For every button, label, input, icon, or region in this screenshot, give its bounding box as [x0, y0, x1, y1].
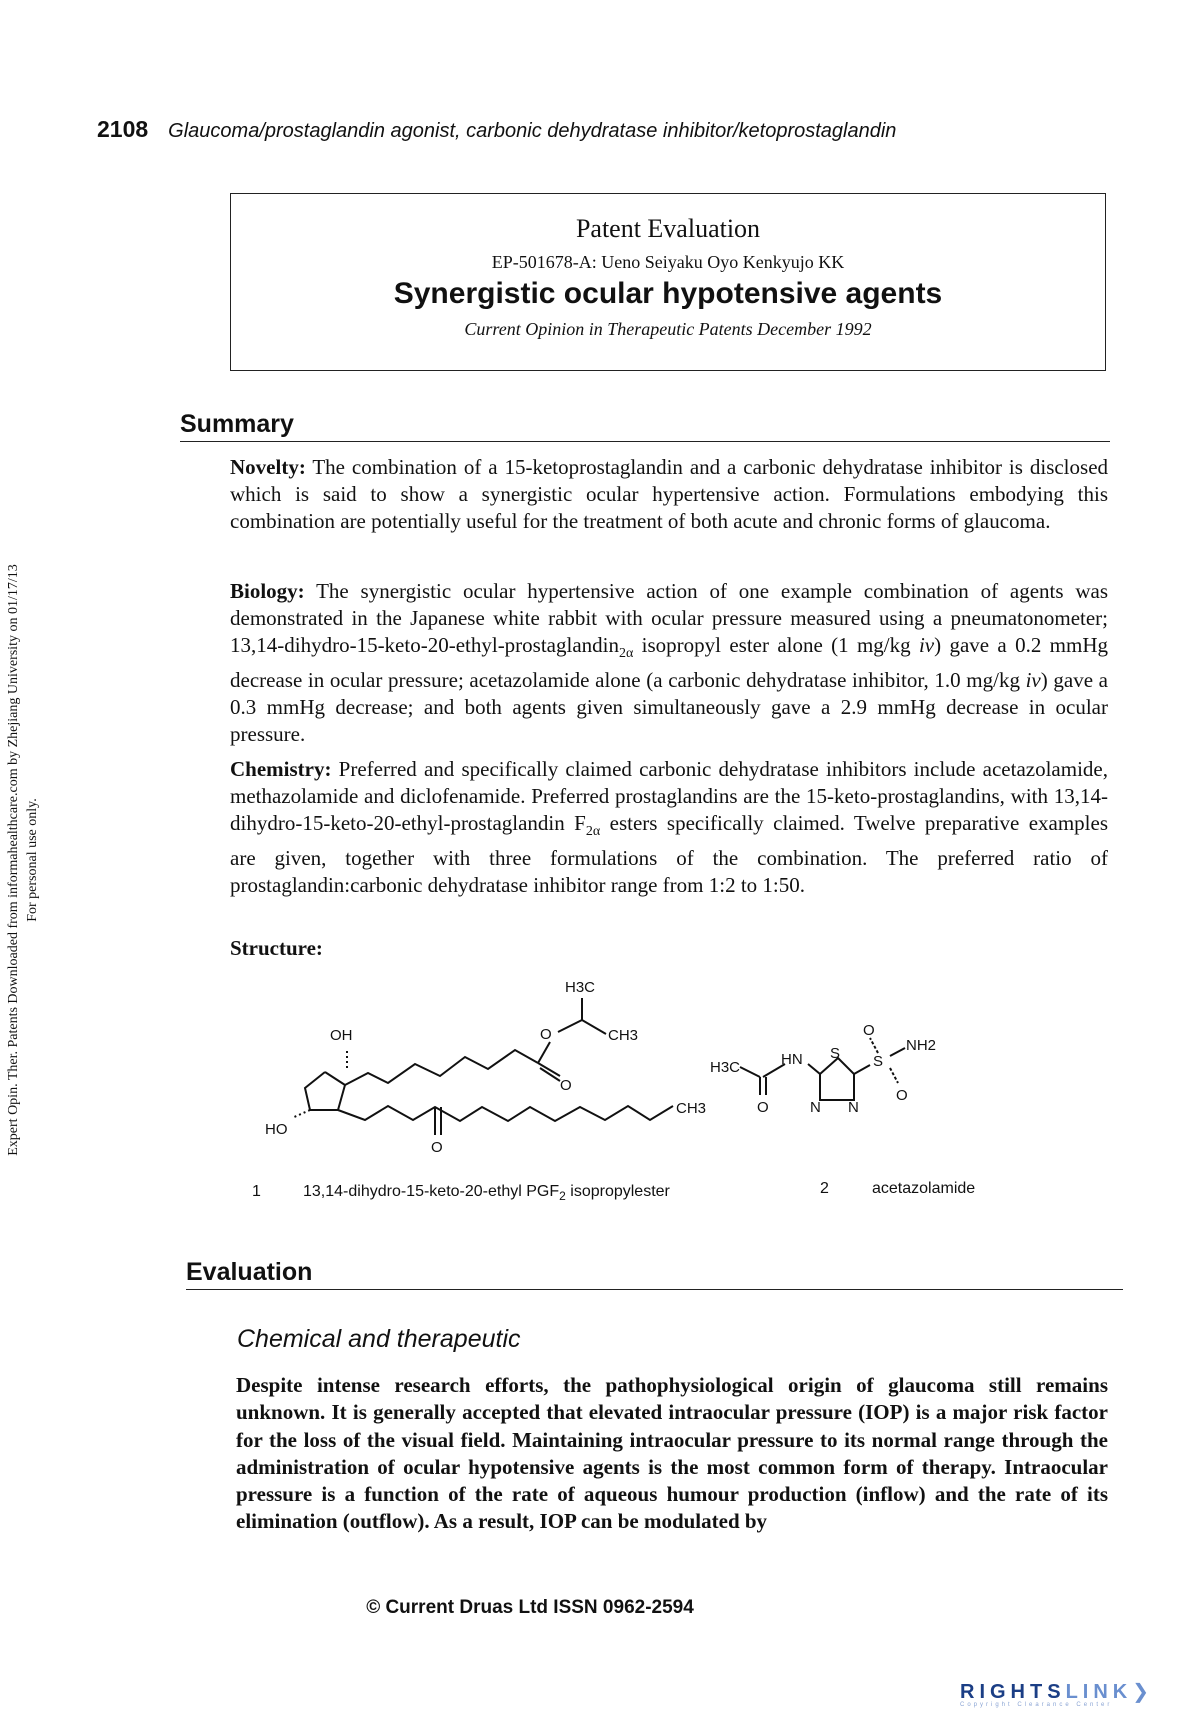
page-number: 2108 — [97, 116, 149, 142]
structure-1-name: 13,14-dihydro-15-keto-20-ethyl PGF — [303, 1183, 560, 1200]
patent-kind: Patent Evaluation — [575, 214, 761, 243]
atom-ho: HO — [265, 1121, 288, 1138]
rightslink-logo[interactable] — [960, 1679, 1170, 1709]
biology-text-4: ) gave a 0.3 mmHg decrease; and both agents given simultaneously gave a 2.9 mmHg decrease in ocular pressure. — [230, 668, 1108, 747]
rightslink-word — [960, 1679, 1170, 1704]
rightslink-arrow-icon: ❯ — [1132, 1681, 1154, 1703]
summary-heading: Summary — [180, 410, 294, 438]
chemical-structures — [230, 960, 1110, 1210]
biology-text-2: isopropyl ester alone (1 mg/kg — [633, 633, 919, 657]
running-title: Glaucoma/prostaglandin agonist, carbonic dehydratase inhibitor/ketoprostaglandin — [168, 120, 897, 142]
atom-n-1: N — [810, 1099, 821, 1116]
running-header — [97, 116, 1107, 143]
atom-o-ester: O — [540, 1026, 552, 1043]
biology-iv-1: iv — [918, 633, 935, 657]
patent-title: Synergistic ocular hypotensive agents — [393, 277, 943, 310]
evaluation-heading: Evaluation — [186, 1258, 313, 1286]
structure-1-suffix: isopropylester — [565, 1183, 670, 1200]
structure-2-caption: acetazolamide — [872, 1180, 976, 1197]
biology-label: Biology: — [230, 579, 305, 603]
atom-s-sulfonyl: S — [873, 1053, 884, 1070]
atom-ch3-chain: CH3 — [676, 1100, 707, 1117]
atom-o-carbonyl: O — [560, 1077, 572, 1094]
atom-hn: HN — [781, 1051, 803, 1068]
structure-label: Structure: — [230, 936, 323, 960]
structure-1-caption — [303, 1183, 670, 1203]
summary-rule — [180, 441, 1110, 442]
rightslink-word-a: RIGHTS — [960, 1681, 1066, 1703]
rightslink-subtitle: Copyright Clearance Center — [960, 1702, 1113, 1708]
chemistry-text-1: Preferred and specifically claimed carbonic dehydratase inhibitors include acetazolamide, methazolamide and diclofenamide. Preferred prostaglandins are the 15-keto-prostaglandins, with 13,14-dihydro-15-keto-20-ethyl-prostaglandin F — [230, 757, 1108, 835]
atom-o-sulfonyl-1: O — [863, 1022, 875, 1039]
atom-o-ketone: O — [431, 1139, 443, 1156]
patent-id: EP-501678-A: Ueno Seiyaku Oyo Kenkyujo KK — [491, 252, 845, 272]
biology-subscript: 2α — [619, 646, 634, 662]
atom-o-amide: O — [757, 1099, 769, 1116]
structure-2-number: 2 — [820, 1180, 829, 1197]
atom-oh: OH — [330, 1027, 353, 1044]
biology-text-1: The synergistic ocular hypertensive action of one example combination of agents was demonstrated in the Japanese white rabbit with ocular pressure measured using a pneumatonometer; 13,14-dihydro-15-keto-20-ethyl-prostaglandin — [230, 579, 1109, 657]
atom-s-ring: S — [830, 1045, 841, 1062]
atom-h3c-acz: H3C — [710, 1059, 741, 1076]
biology-paragraph — [230, 578, 1108, 748]
rightslink-word-b: LINK — [1065, 1681, 1133, 1703]
atom-nh2: NH2 — [906, 1037, 937, 1054]
prostaglandin-structure — [292, 998, 673, 1135]
novelty-label: Novelty: — [230, 455, 306, 479]
atom-h3c-top: H3C — [565, 979, 596, 996]
evaluation-subheading: Chemical and therapeutic — [237, 1325, 521, 1353]
structure-1-number: 1 — [252, 1183, 261, 1200]
novelty-paragraph — [230, 454, 1108, 535]
chemistry-text-2: esters specifically claimed. Twelve preparative examples are given, together with three formulations of the combination. The preferred ratio of prostaglandin:carbonic dehydratase inhibitor range from 1:2 to 1:50. — [230, 811, 1108, 898]
evaluation-rule — [186, 1289, 1123, 1290]
chemistry-subscript: 2α — [585, 824, 601, 840]
novelty-text: The combination of a 15-ketoprostaglandin and a carbonic dehydratase inhibitor is disclosed which is said to show a synergistic ocular hypertensive action. Formulations embodying this combination are potentially useful for the treatment of both acute and chronic forms of glaucoma. — [230, 455, 1109, 533]
structure-1-subscript: 2 — [559, 1189, 566, 1204]
biology-iv-2: iv — [1025, 668, 1041, 693]
atom-ch3-iso: CH3 — [608, 1027, 639, 1044]
structure-label-block — [230, 935, 530, 962]
evaluation-text: Despite intense research efforts, the pathophysiological origin of glaucoma still remains unknown. It is generally accepted that elevated intraocular pressure (IOP) is a major risk factor for the loss of the visual field. Maintaining intraocular pressure to its normal range through the administration of ocular hypotensive agents is the most common form of therapy. Intraocular pressure is a function of the rate of aqueous humour production (inflow) and the rate of its elimination (outflow). As a result, IOP can be modulated by — [236, 1373, 1108, 1534]
patent-source: Current Opinion in Therapeutic Patents December 1992 — [464, 319, 872, 339]
patent-evaluation-box — [230, 193, 1106, 371]
chemistry-label: Chemistry: — [230, 757, 332, 781]
side-note-line1: Expert Opin. Ther. Patents Downloaded from informahealthcare.com by Zhejiang University on 01/17/13 — [6, 564, 21, 1156]
atom-n-2: N — [848, 1099, 859, 1116]
atom-o-sulfonyl-2: O — [896, 1087, 908, 1104]
biology-text-3: ) gave a 0.2 mmHg decrease in ocular pressure; acetazolamide alone (a carbonic dehydratase inhibitor, 1.0 mg/kg — [230, 633, 1108, 693]
footer-copyright: © Current Druas Ltd ISSN 0962-2594 — [366, 1597, 694, 1618]
chemistry-paragraph — [230, 756, 1108, 899]
side-note-line2: For personal use only. — [25, 798, 40, 922]
